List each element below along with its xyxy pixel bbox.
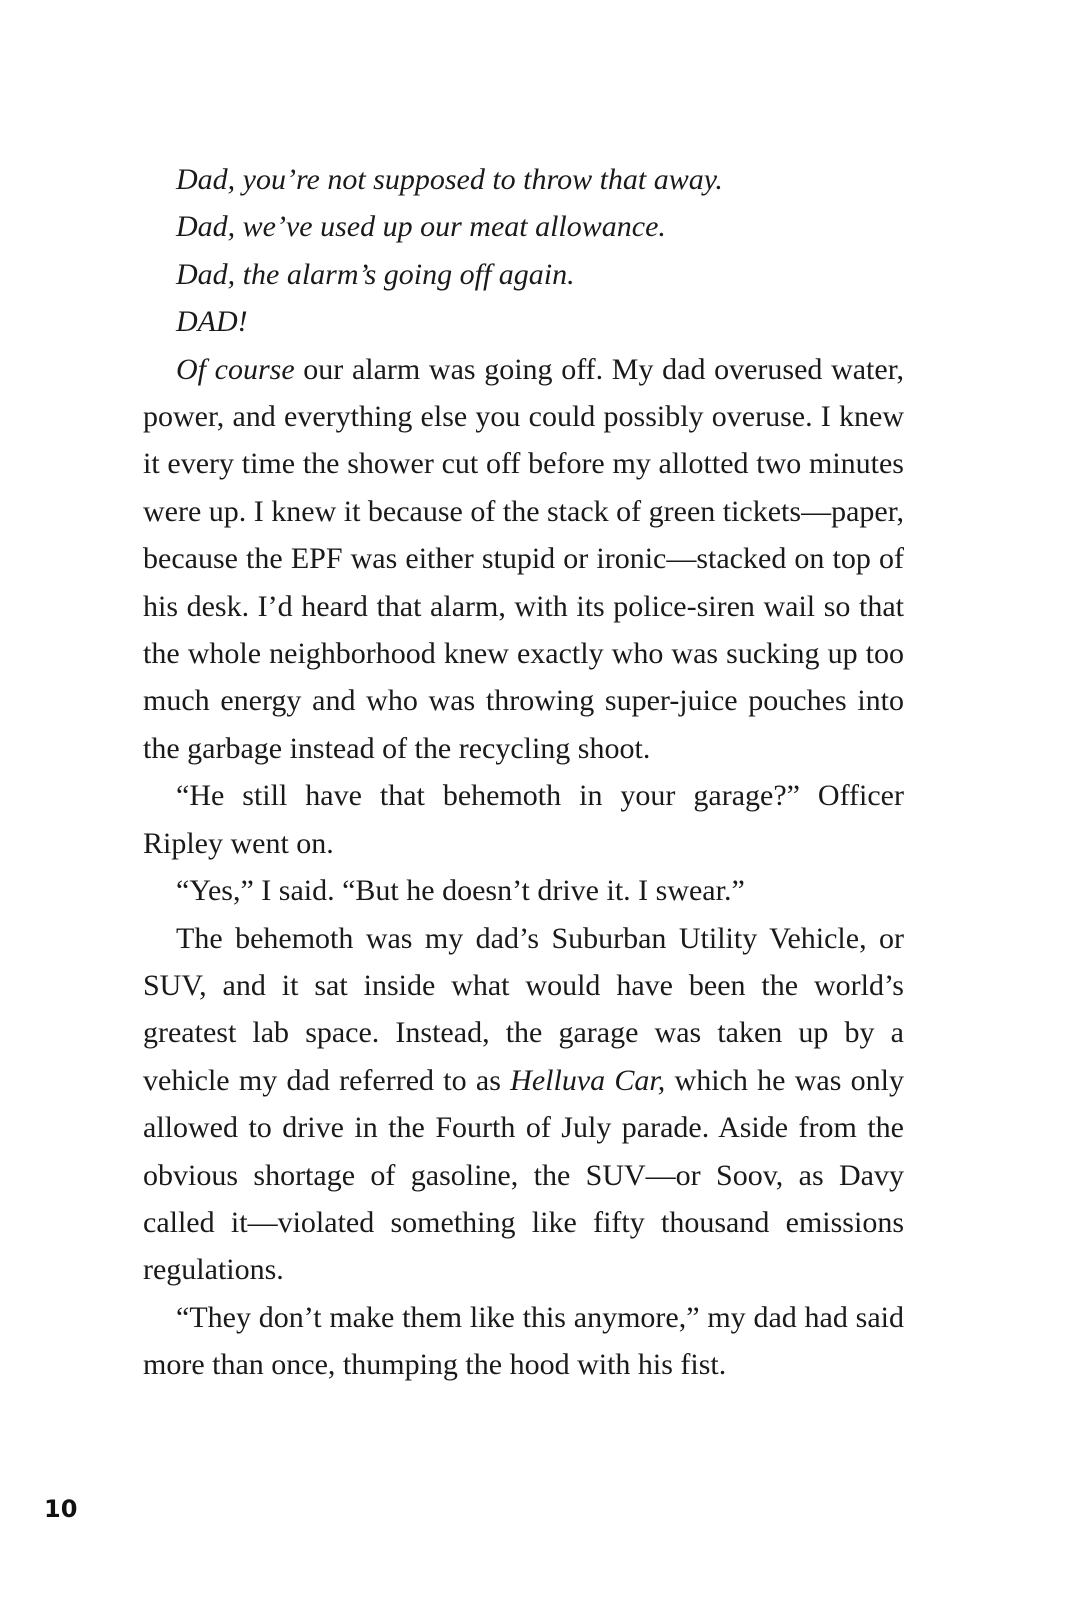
italic-line-3: Dad, the alarm’s going off again. (176, 257, 575, 291)
paragraph-behemoth (143, 915, 904, 1294)
paragraph-behemoth-emphasis: Helluva Car, (510, 1063, 666, 1097)
paragraph-quote: “They don’t make them like this anymore,” my dad had said more than once, thumping the hood with his fist. (143, 1300, 904, 1382)
italic-line-1: Dad, you’re not supposed to throw that away. (176, 163, 723, 196)
paragraph-behemoth-text-b: which he was only allowed to drive in the Fourth of July parade. Aside from the obvious shortage of gasoline, the SUV—or Soov, as Davy called it—violated something like fifty thousand emissions regulations. (143, 1063, 905, 1287)
page-text-block (143, 156, 904, 1389)
paragraph-behemoth-text-a: The behemoth was my dad’s Suburban Utility Vehicle, or SUV, and it sat inside what would have been the world’s greatest lab space. Instead, the garage was taken up by a vehicle my dad referred to as (143, 921, 904, 1097)
paragraph-alarm-text: our alarm was going off. My dad overused water, power, and everything else you could possibly overuse. I knew it every time the shower cut off before my allotted two minutes were up. I knew it because of the stack of green tickets—paper, because the EPF was either stupid or ironic—stacked on top of his desk. I’d heard that alarm, with its police-siren wail so that the whole neighborhood knew exactly who was sucking up too much energy and who was throwing super-juice pouches into the garbage instead of the recycling shoot. (143, 352, 904, 765)
paragraph-alarm-emphasis: Of course (176, 352, 295, 386)
paragraph-reply: “Yes,” I said. “But he doesn’t drive it. I swear.” (176, 874, 745, 908)
page-number: 10 (44, 1495, 78, 1523)
italic-line-2: Dad, we’ve used up our meat allowance. (176, 210, 666, 244)
paragraph-alarm (143, 346, 904, 773)
paragraph-officer-question: “He still have that behemoth in your garage?” Officer Ripley went on. (143, 779, 904, 860)
italic-line-4: DAD! (176, 305, 248, 339)
